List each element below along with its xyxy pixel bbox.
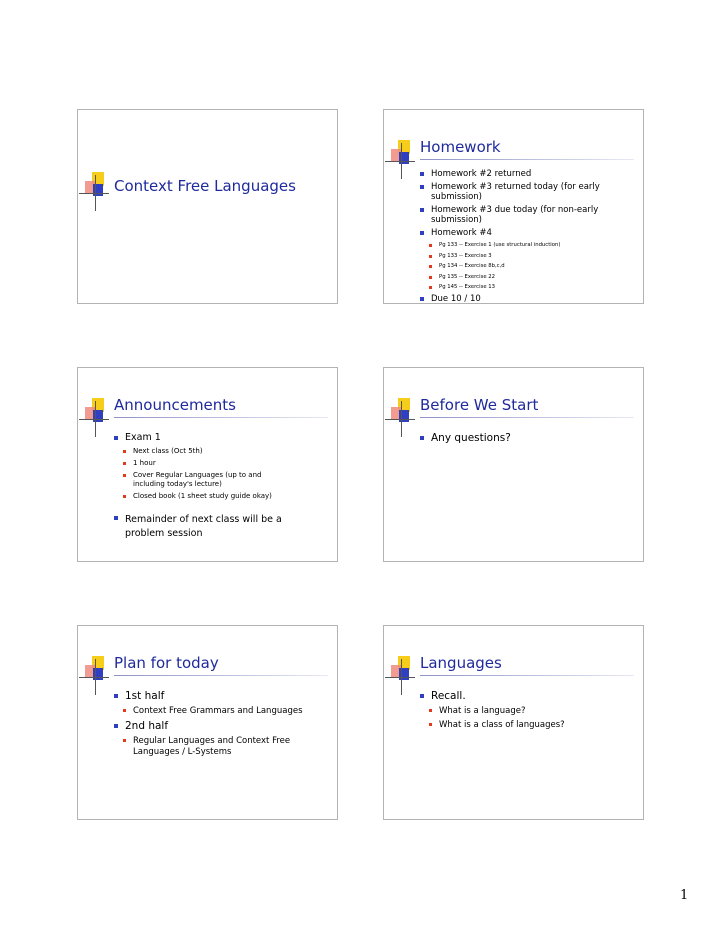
sub-bullet-item: Pg 135 -- Exercise 22 bbox=[420, 273, 638, 281]
slide-title: Homework bbox=[420, 138, 501, 156]
bullet-item: Homework #3 returned today (for early submission) bbox=[420, 182, 638, 202]
slide-5 bbox=[77, 625, 338, 820]
slide-logo-icon bbox=[385, 140, 415, 180]
bullet-item: Due 10 / 10 bbox=[420, 294, 638, 304]
title-divider bbox=[420, 417, 634, 418]
bullet-item: 1st half bbox=[114, 690, 332, 702]
slide-1 bbox=[77, 109, 338, 304]
sub-bullet-item: What is a language? bbox=[420, 706, 638, 717]
bullet-item: Homework #3 due today (for non-early submission) bbox=[420, 205, 638, 225]
slide-logo-icon bbox=[385, 398, 415, 438]
bullet-item: 2nd half bbox=[114, 720, 332, 732]
bullet-list bbox=[420, 432, 638, 448]
bullet-item: Recall. bbox=[420, 690, 638, 702]
bullet-item: Exam 1 bbox=[114, 432, 332, 443]
sub-bullet-item: Closed book (1 sheet study guide okay) bbox=[114, 492, 332, 501]
page-number: 1 bbox=[680, 888, 689, 903]
slide-3 bbox=[77, 367, 338, 562]
bullet-item: Any questions? bbox=[420, 432, 638, 444]
sub-bullet-item: Cover Regular Languages (up to and including today's lecture) bbox=[114, 471, 332, 489]
slide-title: Announcements bbox=[114, 396, 236, 414]
bullet-list bbox=[420, 169, 638, 307]
slide-title: Plan for today bbox=[114, 654, 219, 672]
slide-title: Before We Start bbox=[420, 396, 539, 414]
sub-bullet-item: Next class (Oct 5th) bbox=[114, 447, 332, 456]
bullet-item: Remainder of next class will be a problem session bbox=[114, 513, 332, 541]
slide-6 bbox=[383, 625, 644, 820]
slide-logo-icon bbox=[385, 656, 415, 696]
bullet-list bbox=[114, 432, 332, 545]
slide-title: Languages bbox=[420, 654, 502, 672]
sub-bullet-item: 1 hour bbox=[114, 459, 332, 468]
title-divider bbox=[420, 675, 634, 676]
slide-logo-icon bbox=[79, 656, 109, 696]
slide-title: Context Free Languages bbox=[114, 177, 296, 195]
slide-4 bbox=[383, 367, 644, 562]
title-divider bbox=[114, 675, 328, 676]
title-divider bbox=[420, 159, 634, 160]
sub-bullet-item: Pg 133 -- Exercise 3 bbox=[420, 252, 638, 260]
sub-bullet-item: Pg 133 -- Exercise 1 (use structural induction) bbox=[420, 241, 638, 249]
title-divider bbox=[114, 417, 328, 418]
slide-2 bbox=[383, 109, 644, 304]
bullet-item: Homework #4 bbox=[420, 228, 638, 238]
bullet-list bbox=[420, 690, 638, 734]
slide-logo-icon bbox=[79, 398, 109, 438]
slide-logo-icon bbox=[79, 172, 109, 212]
sub-bullet-item: Pg 134 -- Exercise 8b,c,d bbox=[420, 262, 638, 270]
bullet-item: Homework #2 returned bbox=[420, 169, 638, 179]
sub-bullet-item: Context Free Grammars and Languages bbox=[114, 706, 332, 717]
sub-bullet-item: Regular Languages and Context Free Languages / L-Systems bbox=[114, 736, 332, 758]
sub-bullet-item: Pg 145 -- Exercise 13 bbox=[420, 283, 638, 291]
bullet-list bbox=[114, 690, 332, 761]
sub-bullet-item: What is a class of languages? bbox=[420, 720, 638, 731]
